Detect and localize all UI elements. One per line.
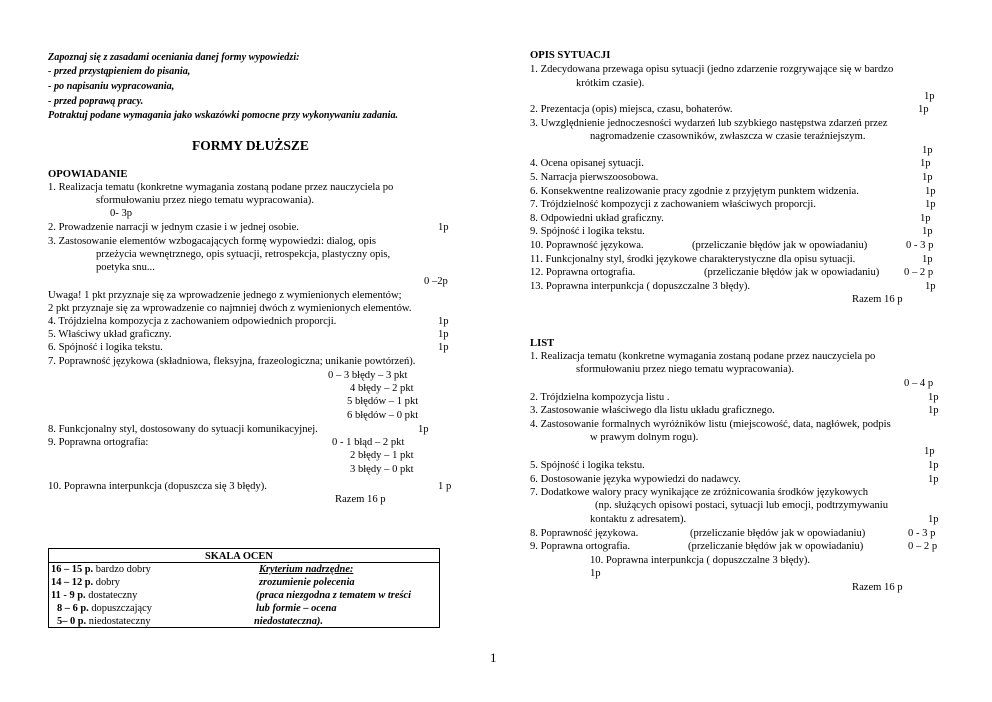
opowiadanie-line: 4. Trójdzielna kompozycja z zachowaniem odpowiednich proporcji. [48,316,337,327]
list-points: 1p [928,405,939,416]
list-line: 8. Poprawność językowa. [530,528,639,539]
opis-line: 13. Poprawna interpunkcja ( dopuszczalne 3 błędy). [530,281,751,292]
criterion-heading: Kryterium nadrzędne: [259,564,354,575]
grading-scale-title: SKALA OCEN [205,551,273,562]
list-note: (przeliczanie błędów jak w opowiadaniu) [690,528,866,539]
list-points: 1p [928,460,939,471]
opis-points: 1p [922,145,933,156]
list-line: 3. Zastosowanie właściwego dla listu układu graficznego. [530,405,775,416]
list-line: kontaktu z adresatem). [590,514,687,525]
opis-points: 1p [918,104,929,115]
main-title: FORMY DŁUŻSZE [192,138,309,153]
list-total: Razem 16 p [852,582,903,593]
list-line: w prawym dolnym rogu). [590,432,699,443]
opowiadanie-line: sformułowaniu przez niego tematu wypracowania). [96,195,314,206]
opowiadanie-line: przeżycia wewnętrznego, opis sytuacji, retrospekcja, plastyczny opis, [96,249,391,260]
opowiadanie-points: 1p [438,342,449,353]
opowiadanie-error-scale: 2 błędy – 1 pkt [350,450,414,461]
opowiadanie-error-scale: 3 błędy – 0 pkt [350,464,414,475]
opis-line: 9. Spójność i logika tekstu. [530,226,645,237]
opowiadanie-line: 9. Poprawna ortografia: [48,437,149,448]
opis-total: Razem 16 p [852,294,903,305]
opis-line: 7. Trójdzielność kompozycji z zachowaniem właściwych proporcji. [530,199,816,210]
opis-points: 1p [920,158,931,169]
opowiadanie-points: 0 –2p [424,276,448,287]
opowiadanie-line: 2. Prowadzenie narracji w jednym czasie i w jednej osobie. [48,222,299,233]
list-points: 1p [928,514,939,525]
opis-line: 1. Zdecydowana przewaga opisu sytuacji (jedno zdarzenie rozgrywające się w bardzo [530,64,894,75]
opowiadanie-line: 10. Poprawna interpunkcja (dopuszcza się 3 błędy). [48,481,267,492]
list-points: 0 – 2 p [908,541,938,552]
opowiadanie-error-scale: 0 – 3 błędy – 3 pkt [328,370,408,381]
intro-line-2: - przed przystąpieniem do pisania, [48,66,191,77]
list-line: 6. Dostosowanie języka wypowiedzi do nadawcy. [530,474,741,485]
opowiadanie-line: 6. Spójność i logika tekstu. [48,342,163,353]
intro-line-5: Potraktuj podane wymagania jako wskazówki pomocne przy wykonywaniu zadania. [48,110,399,121]
opowiadanie-note: Uwaga! 1 pkt przyznaje się za wprowadzenie jednego z wymienionych elementów; [48,290,402,301]
opis-points: 0 – 2 p [904,267,934,278]
list-line: 5. Spójność i logika tekstu. [530,460,645,471]
page-number: 1 [490,650,497,665]
grade-row: 11 - 9 p. dostateczny [51,590,138,601]
opis-line: 6. Konsekwentne realizowanie pracy zgodnie z przyjętym punktem widzenia. [530,186,859,197]
opis-line: 10. Poprawność językowa. [530,240,644,251]
opis-line: 11. Funkcjonalny styl, środki językowe charakterystyczne dla opisu sytuacji. [530,254,856,265]
grade-row: 8 – 6 p. dopuszczający [57,603,152,614]
opowiadanie-points: 1p [438,316,449,327]
opis-points: 0 - 3 p [906,240,934,251]
opowiadanie-points: 1p [438,222,449,233]
opis-line: 4. Ocena opisanej sytuacji. [530,158,644,169]
opis-points: 1p [922,254,933,265]
opowiadanie-note: 2 pkt przyznaje się za wprowadzenie co najmniej dwóch z wymienionych elementów. [48,303,412,314]
grade-row: 5– 0 p. niedostateczny [57,616,151,627]
opowiadanie-error-scale: 6 błędów – 0 pkt [347,410,419,421]
opowiadanie-line: 3. Zastosowanie elementów wzbogacających formę wypowiedzi: dialog, opis [48,236,377,247]
grade-row: 14 – 12 p. dobry [51,577,120,588]
opowiadanie-total: Razem 16 p [335,494,386,505]
grading-scale-box [48,548,440,628]
opowiadanie-error-scale: 5 błędów – 1 pkt [347,396,419,407]
list-points: 1p [590,568,601,579]
list-line: (np. służących opisowi postaci, sytuacji lub emocji, podtrzymywaniu [595,500,889,511]
opowiadanie-points: 0- 3p [110,208,133,219]
list-line: 4. Zastosowanie formalnych wyróżników listu (miejscowość, data, nagłówek, podpis [530,419,891,430]
list-points: 1p [924,446,935,457]
opis-line: nagromadzenie czasowników, zwłaszcza w czasie teraźniejszym. [590,131,866,142]
grading-scale-divider [49,562,439,563]
opis-points: 1p [922,226,933,237]
opowiadanie-line: 8. Funkcjonalny styl, dostosowany do sytuacji komunikacyjnej. [48,424,318,435]
list-points: 1p [928,474,939,485]
opis-line: krótkim czasie). [576,78,645,89]
opis-points: 1p [925,199,936,210]
list-line: 9. Poprawna ortografia. [530,541,631,552]
opis-points: 1p [922,172,933,183]
list-line: 1. Realizacja tematu (konkretne wymagania zostaną podane przez nauczyciela po [530,351,876,362]
list-line: sformułowaniu przez niego tematu wypracowania). [576,364,794,375]
intro-line-3: - po napisaniu wypracowania, [48,81,175,92]
opis-line: 8. Odpowiedni układ graficzny. [530,213,664,224]
section-heading-list: LIST [530,338,555,349]
opis-points: 1p [925,281,936,292]
grade-row: 16 – 15 p. bardzo dobry [51,564,151,575]
section-heading-opis: OPIS SYTUACJI [530,50,611,61]
criterion-line: lub formie – ocena [256,603,337,614]
criterion-line: zrozumienie polecenia [259,577,355,588]
list-line: 2. Trójdzielna kompozycja listu . [530,392,670,403]
opowiadanie-line: poetyka snu... [96,262,155,273]
list-line: 7. Dodatkowe walory pracy wynikające ze zróżnicowania środków językowych [530,487,868,498]
opis-points: 1p [920,213,931,224]
intro-line-4: - przed poprawą pracy. [48,96,144,107]
criterion-line: niedostateczna). [254,616,323,627]
list-note: (przeliczanie błędów jak w opowiadaniu) [688,541,864,552]
opis-line: 5. Narracja pierwszoosobowa. [530,172,659,183]
criterion-line: (praca niezgodna z tematem w treści [256,590,411,601]
opowiadanie-points: 1p [438,329,449,340]
opis-points: 1p [925,186,936,197]
list-points: 0 – 4 p [904,378,934,389]
opis-line: 2. Prezentacja (opis) miejsca, czasu, bohaterów. [530,104,733,115]
list-points: 0 - 3 p [908,528,936,539]
intro-line-1: Zapoznaj się z zasadami oceniania danej formy wypowiedzi: [48,52,300,63]
list-points: 1p [928,392,939,403]
list-line: 10. Poprawna interpunkcja ( dopuszczalne 3 błędy). [590,555,811,566]
opowiadanie-points: 1p [418,424,429,435]
opowiadanie-line: 1. Realizacja tematu (konkretne wymagania zostaną podane przez nauczyciela po [48,182,394,193]
opis-note: (przeliczanie błędów jak w opowiadaniu) [704,267,880,278]
opowiadanie-points: 1 p [438,481,452,492]
opis-points: 1p [924,91,935,102]
section-heading-opowiadanie: OPOWIADANIE [48,169,128,180]
opis-line: 12. Poprawna ortografia. [530,267,636,278]
opis-line: 3. Uwzględnienie jednoczesności wydarzeń lub szybkiego następstwa zdarzeń przez [530,118,888,129]
opowiadanie-error-scale: 0 - 1 błąd – 2 pkt [332,437,405,448]
opowiadanie-line: 5. Właściwy układ graficzny. [48,329,172,340]
opis-note: (przeliczanie błędów jak w opowiadaniu) [692,240,868,251]
opowiadanie-line: 7. Poprawność językowa (składniowa, fleksyjna, frazeologiczna; unikanie powtórzeń). [48,356,416,367]
opowiadanie-error-scale: 4 błędy – 2 pkt [350,383,414,394]
